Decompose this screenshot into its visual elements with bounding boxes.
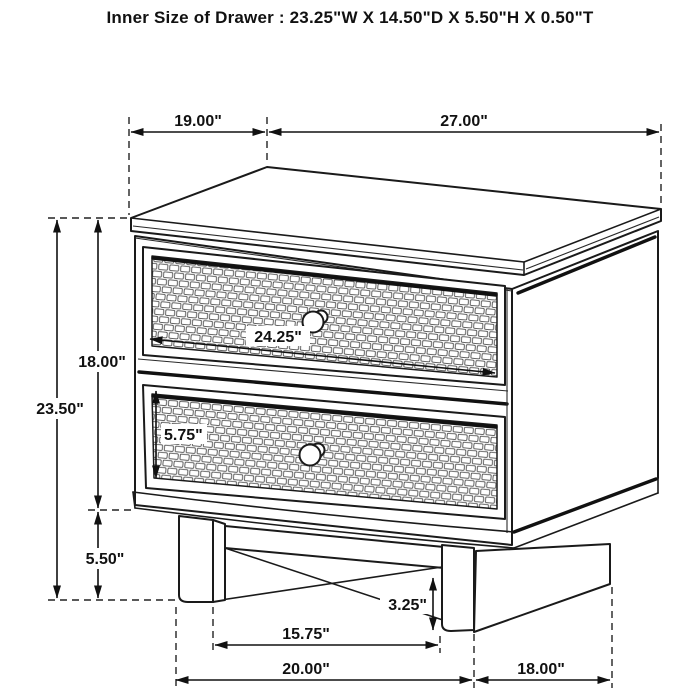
label-cabinet-height: 18.00" <box>78 354 126 371</box>
label-top-depth: 19.00" <box>174 113 222 130</box>
label-drawer-width: 24.25" <box>254 329 302 346</box>
leg-front-left-side <box>213 520 225 602</box>
base-back-right-slab <box>474 544 610 632</box>
label-total-height: 23.50" <box>36 401 84 418</box>
label-leg-spacing: 15.75" <box>282 626 330 643</box>
drawing-title: Inner Size of Drawer : 23.25"W X 14.50"D X 5.50"H X 0.50"T <box>106 8 594 27</box>
label-drawer-height: 5.75" <box>164 427 203 444</box>
drawer-bottom-knob <box>300 445 321 466</box>
leg-front-left <box>179 516 213 602</box>
leg-front-right <box>442 545 474 631</box>
label-base-width: 20.00" <box>282 661 330 678</box>
label-top-width: 27.00" <box>440 113 488 130</box>
label-leg-height: 3.25" <box>388 597 427 614</box>
nightstand <box>131 167 661 632</box>
label-base-depth: 18.00" <box>517 661 565 678</box>
label-base-height: 5.50" <box>85 551 125 568</box>
